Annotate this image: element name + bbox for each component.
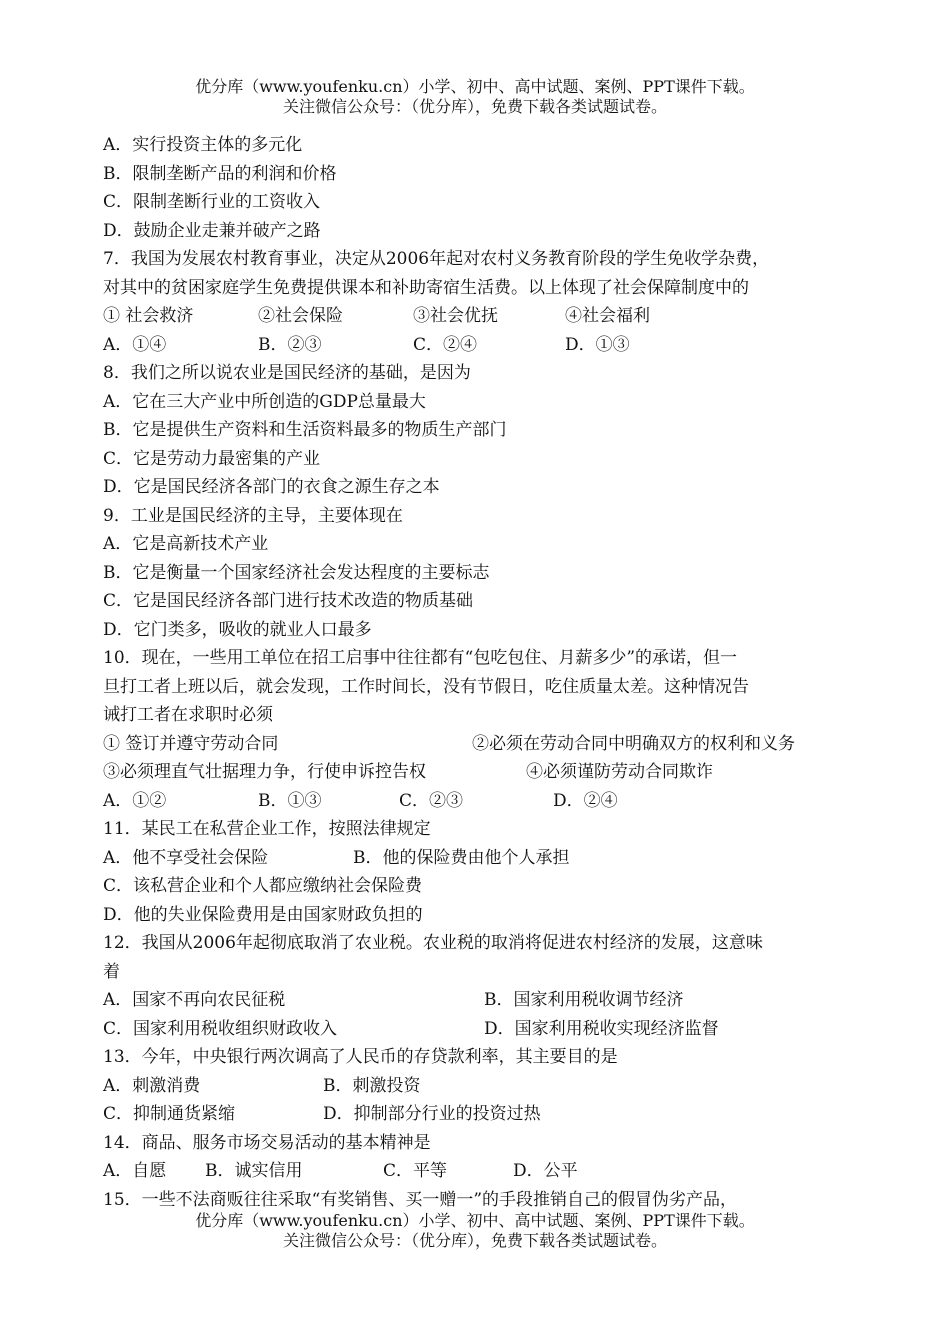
- line-text: C．该私营企业和个人都应缴纳社会保险费: [103, 876, 423, 896]
- option-cell: ① 社会救济: [103, 306, 194, 326]
- text-line: [103, 1100, 851, 1129]
- option-cell: ③必须理直气壮据理力争，行使申诉控告权: [103, 762, 426, 782]
- footer-banner: [0, 1211, 950, 1251]
- text-line: [103, 587, 851, 616]
- option-cell: A．①②: [103, 790, 167, 811]
- option-cell: B．国家利用税收调节经济: [484, 990, 684, 1010]
- option-cell: B．刺激投资: [323, 1075, 421, 1096]
- text-line: [103, 274, 851, 303]
- line-text: D．他的失业保险费用是由国家财政负担的: [103, 904, 423, 925]
- line-text: D．它门类多，吸收的就业人口最多: [103, 619, 372, 640]
- line-text: C．限制垄断行业的工资收入: [103, 192, 321, 212]
- text-line: [103, 302, 851, 331]
- line-text: 7．我国为发展农村教育事业，决定从2006年起对农村义务教育阶段的学生免收学杂费，: [103, 249, 770, 269]
- text-line: [103, 359, 851, 388]
- text-line: [103, 331, 851, 360]
- text-line: [103, 986, 851, 1015]
- text-line: [103, 844, 851, 873]
- line-text: 诫打工者在求职时必须: [103, 705, 273, 725]
- text-line: [103, 502, 851, 531]
- option-cell: ②必须在劳动合同中明确双方的权利和义务: [472, 733, 795, 754]
- text-line: [103, 188, 851, 217]
- option-cell: B．诚实信用: [205, 1161, 303, 1181]
- line-text: C．它是国民经济各部门进行技术改造的物质基础: [103, 591, 474, 611]
- footer-line-2: 关注微信公众号：（优分库），免费下载各类试题试卷。: [282, 1231, 667, 1250]
- line-text: 11．某民工在私营企业工作，按照法律规定: [103, 819, 431, 839]
- option-cell: A．国家不再向农民征税: [103, 990, 286, 1010]
- header-line-2: 关注微信公众号：（优分库），免费下载各类试题试卷。: [282, 97, 667, 116]
- text-line: [103, 701, 851, 730]
- text-line: [103, 1157, 851, 1186]
- option-cell: A．他不享受社会保险: [103, 847, 269, 868]
- line-text: B．它是提供生产资料和生活资料最多的物质生产部门: [103, 420, 507, 440]
- text-line: [103, 1015, 851, 1044]
- text-line: [103, 131, 851, 160]
- option-cell: ②社会保险: [258, 306, 343, 326]
- text-line: [103, 901, 851, 930]
- text-line: [103, 388, 851, 417]
- line-text: 9．工业是国民经济的主导，主要体现在: [103, 505, 403, 526]
- text-line: [103, 815, 851, 844]
- option-cell: A．自愿: [103, 1161, 167, 1181]
- option-cell: C．②④: [413, 334, 478, 355]
- option-cell: C．平等: [383, 1161, 448, 1181]
- option-cell: B．他的保险费由他个人承担: [353, 847, 570, 868]
- option-cell: C．国家利用税收组织财政收入: [103, 1018, 338, 1039]
- option-cell: D．②④: [553, 790, 618, 811]
- text-line: [103, 416, 851, 445]
- option-cell: ① 签订并遵守劳动合同: [103, 733, 279, 754]
- line-text: A．实行投资主体的多元化: [103, 135, 303, 155]
- text-line: [103, 929, 851, 958]
- option-cell: C．②③: [399, 790, 464, 811]
- option-cell: D．公平: [513, 1161, 578, 1181]
- footer-line-1: 优分库（www.youfenku.cn）小学、初中、高中试题、案例、PPT课件下载。: [195, 1211, 755, 1230]
- option-cell: ④社会福利: [565, 306, 650, 326]
- line-text: 15．一些不法商贩往往采取“有奖销售、买一赠一”的手段推销自己的假冒伪劣产品，: [103, 1189, 738, 1210]
- text-line: [103, 1186, 851, 1215]
- text-line: [103, 445, 851, 474]
- text-line: [103, 758, 851, 787]
- text-line: [103, 473, 851, 502]
- text-line: [103, 1072, 851, 1101]
- option-cell: D．①③: [565, 334, 630, 355]
- text-line: [103, 245, 851, 274]
- text-line: [103, 644, 851, 673]
- text-line: [103, 958, 851, 987]
- line-text: 10．现在，一些用工单位在招工启事中往往都有“包吃包住、月薪多少”的承诺，但一: [103, 648, 738, 668]
- option-cell: B．①③: [258, 790, 322, 811]
- line-text: B．限制垄断产品的利润和价格: [103, 163, 337, 184]
- text-line: [103, 872, 851, 901]
- question-body: [103, 131, 851, 1214]
- header-banner: [0, 77, 950, 117]
- text-line: [103, 559, 851, 588]
- text-line: [103, 616, 851, 645]
- header-line-1: 优分库（www.youfenku.cn）小学、初中、高中试题、案例、PPT课件下载。: [195, 77, 755, 96]
- line-text: D．鼓励企业走兼并破产之路: [103, 220, 321, 241]
- option-cell: C．抑制通货紧缩: [103, 1104, 236, 1124]
- line-text: 着: [103, 961, 120, 982]
- option-cell: A．①④: [103, 334, 167, 355]
- text-line: [103, 160, 851, 189]
- line-text: A．它在三大产业中所创造的GDP总量最大: [103, 391, 426, 412]
- line-text: D．它是国民经济各部门的衣食之源生存之本: [103, 477, 440, 497]
- line-text: B．它是衡量一个国家经济社会发达程度的主要标志: [103, 562, 490, 583]
- text-line: [103, 217, 851, 246]
- option-cell: D．抑制部分行业的投资过热: [323, 1104, 541, 1124]
- text-line: [103, 1129, 851, 1158]
- option-cell: ③社会优抚: [413, 306, 498, 326]
- line-text: 对其中的贫困家庭学生免费提供课本和补助寄宿生活费。以上体现了社会保障制度中的: [103, 277, 749, 298]
- line-text: 12．我国从2006年起彻底取消了农业税。农业税的取消将促进农村经济的发展，这意味: [103, 933, 763, 953]
- line-text: 14．商品、服务市场交易活动的基本精神是: [103, 1132, 431, 1153]
- option-cell: D．国家利用税收实现经济监督: [484, 1018, 719, 1039]
- text-line: [103, 673, 851, 702]
- text-line: [103, 787, 851, 816]
- line-text: 旦打工者上班以后，就会发现，工作时间长，没有节假日，吃住质量太差。这种情况告: [103, 676, 749, 697]
- text-line: [103, 1043, 851, 1072]
- text-line: [103, 530, 851, 559]
- line-text: C．它是劳动力最密集的产业: [103, 448, 321, 469]
- text-line: [103, 730, 851, 759]
- line-text: A．它是高新技术产业: [103, 534, 269, 554]
- option-cell: B．②③: [258, 334, 322, 355]
- line-text: 13．今年，中央银行两次调高了人民币的存贷款利率，其主要目的是: [103, 1047, 618, 1067]
- option-cell: ④必须谨防劳动合同欺诈: [526, 762, 713, 782]
- line-text: 8．我们之所以说农业是国民经济的基础，是因为: [103, 363, 471, 383]
- option-cell: A．刺激消费: [103, 1075, 201, 1096]
